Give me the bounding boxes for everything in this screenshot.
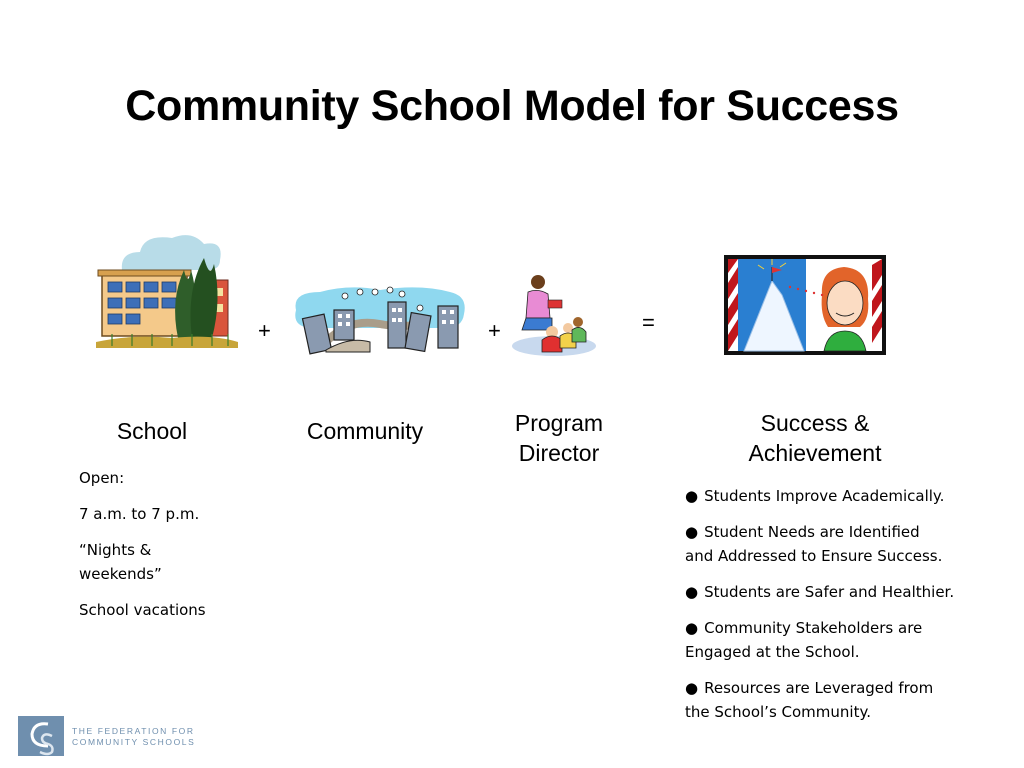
- school-hours-list: [79, 466, 249, 634]
- hours-range: 7 a.m. to 7 p.m.: [79, 505, 200, 523]
- hours-vacations: School vacations: [79, 601, 206, 619]
- list-item: ● Students are Safer and Healthier.: [685, 583, 955, 601]
- caption-program-director: Program Director: [514, 410, 604, 466]
- caption-success-achievement: Success & Achievement: [748, 410, 882, 466]
- plus-operator-2: +: [488, 318, 501, 343]
- community-city-icon: [290, 280, 470, 360]
- school-building-icon: [92, 230, 242, 355]
- slide-title: Community School Model for Success: [125, 82, 899, 130]
- list-item: ● Community Stakeholders are Engaged at the School.: [685, 619, 923, 661]
- caption-school: School: [116, 418, 188, 444]
- plus-operator-1: +: [258, 318, 271, 343]
- list-item: ● Students Improve Academically.: [685, 487, 945, 505]
- teacher-with-children-icon: [508, 270, 600, 360]
- caption-community: Community: [306, 418, 424, 444]
- outcomes-list: [685, 484, 985, 736]
- federation-logo-mark-icon: [18, 716, 64, 756]
- list-item: ● Resources are Leveraged from the School’s Community.: [685, 679, 934, 721]
- hours-nights-weekends: “Nights & weekends”: [79, 541, 162, 583]
- equals-operator: =: [642, 310, 655, 335]
- federation-logo-text: THE FEDERATION FOR COMMUNITY SCHOOLS: [72, 726, 196, 747]
- hours-open: Open:: [79, 469, 125, 487]
- mountain-summit-icon: [724, 255, 886, 355]
- list-item: ● Student Needs are Identified and Addressed to Ensure Success.: [685, 523, 943, 565]
